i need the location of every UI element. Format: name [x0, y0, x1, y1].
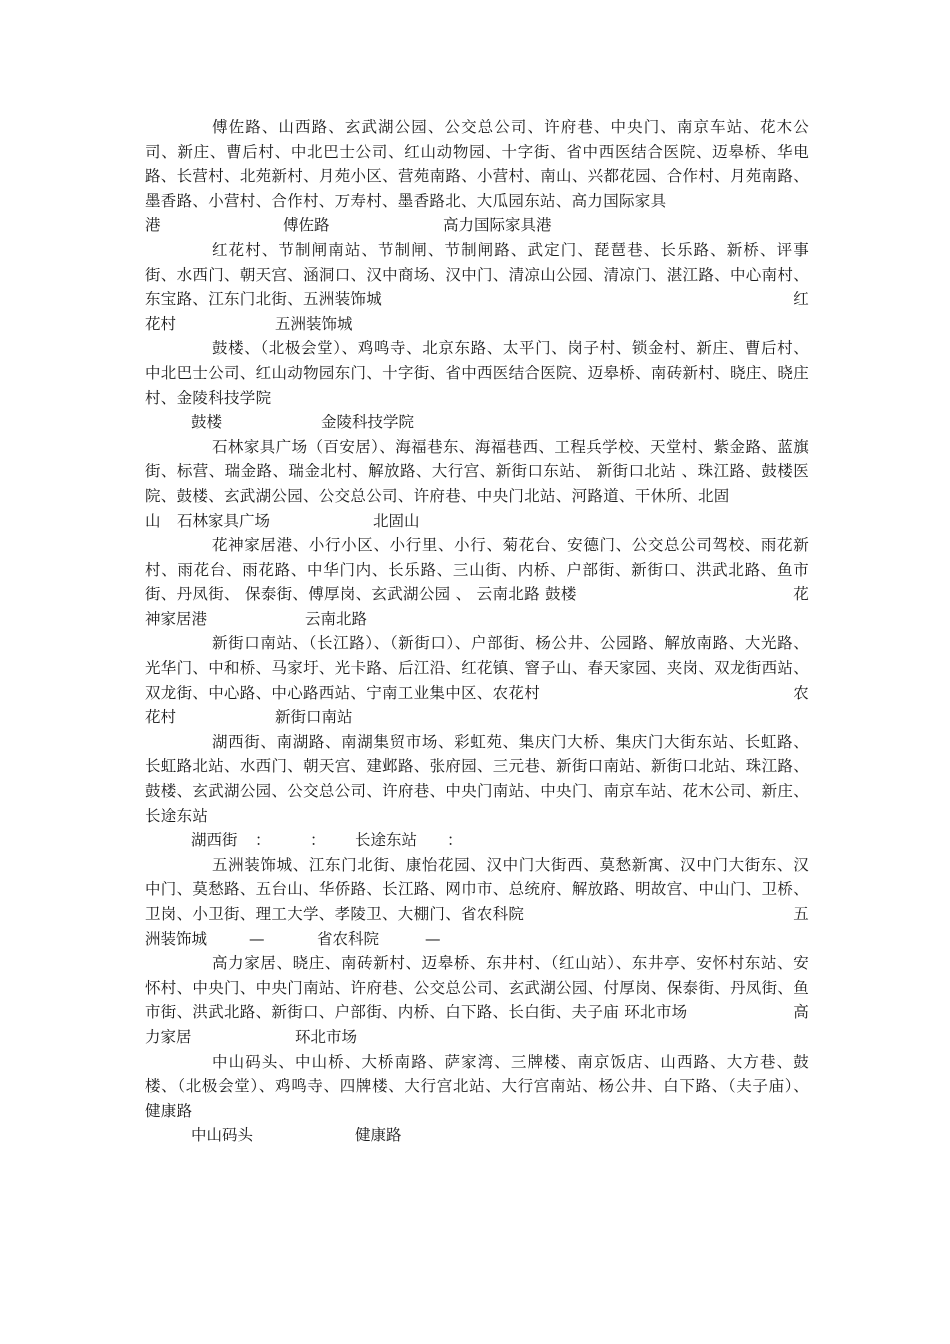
terminus-separator: ：	[310, 831, 326, 850]
route-stops-text: 高力家居、晓庄、南砖新村、迈皋桥、东井村、（红山站）、东井亭、安怀村东站、安怀村、中央门、中央门南站、许府巷、公交总公司、玄武湖公园、付厚岗、保泰街、丹凤街、鱼市街、洪武北路、新街口、户部街、内桥、白下路、长白街、夫子庙 环北市场	[145, 954, 809, 1022]
terminus-fragment: 神家居港	[145, 609, 208, 628]
terminus-fragment: 红	[793, 290, 809, 309]
terminus-fragment: 农	[793, 683, 809, 702]
route-block	[145, 1050, 809, 1148]
terminus-end: 金陵科技学院	[321, 413, 415, 432]
terminus-fragment: 花村	[145, 314, 177, 333]
terminus-fragment: 花	[793, 585, 809, 604]
terminus-start: 中山码头	[191, 1126, 254, 1145]
route-termini	[145, 410, 809, 435]
route-stops-text: 红花村、节制闸南站、节制闸、节制闸路、武定门、琵琶巷、长乐路、新桥、评事街、水西门、朝天宫、涵洞口、汉中商场、汉中门、清凉山公园、清凉门、湛江路、中心南村、东宝路、江东门北街、五洲装饰城	[145, 240, 809, 309]
terminus-start: 湖西街	[191, 831, 238, 850]
route-stops	[145, 853, 809, 927]
terminus-end: 健康路	[355, 1126, 402, 1145]
terminus-end: 长途东站	[355, 831, 418, 850]
terminus-separator: —	[249, 929, 265, 948]
route-stops	[145, 533, 809, 607]
terminus-separator: —	[425, 929, 441, 948]
terminus-fragment: 力家居	[145, 1027, 192, 1046]
route-stops	[145, 631, 809, 705]
route-stops-text: 五洲装饰城、江东门北街、康怡花园、汉中门大街西、莫愁新寓、汉中门大街东、汉中门、莫愁路、五台山、华侨路、长江路、网巾市、总统府、解放路、明故宫、中山门、卫桥、卫岗、小卫街、理工大学、孝陵卫、大棚门、省农科院	[145, 855, 809, 923]
route-stops: 傅佐路、山西路、玄武湖公园、公交总公司、许府巷、中央门、南京车站、花木公司、新庄、曹后村、中北巴士公司、红山动物园、十字街、省中西医结合医院、迈皋桥、华电路、长营村、北苑新村、月苑小区、营苑南路、小营村、南山、兴都花园、合作村、月苑南路、墨香路、小营村、合作村、万寿村、墨香路北、大瓜园东站、高力国际家具	[145, 118, 809, 210]
route-stops	[145, 238, 809, 312]
terminus-fragment: 花村	[145, 708, 177, 727]
route-termini	[145, 705, 809, 730]
terminus-fragment: 港	[145, 216, 161, 235]
route-block	[145, 435, 809, 533]
route-stops: 鼓楼、（北极会堂）、鸡鸣寺、北京东路、太平门、岗子村、锁金村、新庄、曹后村、中北巴士公司、红山动物园东门、十字街、省中西医结合医院、迈皋桥、南砖新村、晓庄、晓庄村、金陵科技学院	[145, 339, 809, 407]
route-termini	[145, 312, 809, 337]
route-block	[145, 336, 809, 434]
terminus-fragment: 洲装饰城	[145, 929, 208, 948]
route-termini	[145, 607, 809, 632]
route-block	[145, 533, 809, 631]
terminus-separator: ：	[447, 831, 463, 850]
route-block	[145, 853, 809, 951]
route-block	[145, 115, 809, 238]
terminus-start: 鼓楼	[191, 413, 223, 432]
document-body	[145, 115, 809, 1148]
route-termini	[145, 1123, 809, 1148]
route-termini	[145, 927, 809, 952]
route-stops	[145, 951, 809, 1025]
terminus-fragment: 高	[793, 1003, 809, 1022]
route-termini	[145, 828, 809, 853]
terminus-end: 新街口南站	[275, 708, 353, 727]
terminus-end: 省农科院	[317, 929, 380, 948]
terminus-start: 傅佐路	[283, 216, 330, 235]
terminus-fragment: 山	[145, 511, 161, 530]
route-stops-text: 新街口南站、（长江路）、（新街口）、户部街、杨公井、公园路、解放南路、大光路、光华门、中和桥、马家圩、光卡路、后江沿、红花镇、窨子山、春天家园、夹岗、双龙街西站、双龙街、中心路、中心路西站、宁南工业集中区、农花村	[145, 634, 809, 702]
terminus-end: 云南北路	[305, 609, 368, 628]
terminus-end: 高力国际家具港	[443, 216, 552, 235]
route-block	[145, 951, 809, 1049]
terminus-separator: ：	[255, 831, 271, 850]
route-termini	[145, 509, 809, 534]
route-block	[145, 631, 809, 729]
route-stops: 湖西街、南湖路、南湖集贸市场、彩虹苑、集庆门大桥、集庆门大街东站、长虹路、长虹路北站、水西门、朝天宫、建邺路、张府园、三元巷、新街口南站、新街口北站、珠江路、鼓楼、玄武湖公园、公交总公司、许府巷、中央门南站、中央门、南京车站、花木公司、新庄、长途东站	[145, 732, 809, 825]
terminus-fragment: 五	[793, 905, 809, 923]
terminus-start: 石林家具广场	[177, 511, 271, 530]
route-termini	[145, 1025, 809, 1050]
route-termini	[145, 213, 809, 238]
terminus-end: 北固山	[373, 511, 420, 530]
route-block	[145, 238, 809, 336]
terminus-end: 五洲装饰城	[275, 314, 353, 333]
route-block	[145, 730, 809, 853]
route-stops: 中山码头、中山桥、大桥南路、萨家湾、三牌楼、南京饭店、山西路、大方巷、鼓楼、（北极会堂）、鸡鸣寺、四牌楼、大行宫北站、大行宫南站、杨公井、白下路、（夫子庙）、健康路	[145, 1052, 809, 1120]
route-stops-text: 花神家居港、小行小区、小行里、小行、菊花台、安德门、公交总公司驾校、雨花新村、雨花台、雨花路、中华门内、长乐路、三山街、内桥、户部街、新街口、洪武北路、鱼市街、丹凤街、 保泰街、傅厚岗、玄武湖公园 、 云南北路 鼓楼	[145, 536, 809, 604]
terminus-end: 环北市场	[295, 1027, 358, 1046]
route-stops: 石林家具广场（百安居）、海福巷东、海福巷西、工程兵学校、天堂村、紫金路、蓝旗街、标营、瑞金路、瑞金北村、解放路、大行宫、新街口东站、 新街口北站 、珠江路、鼓楼医院、鼓楼、玄武湖公园、公交总公司、许府巷、中央门北站、河路道、干休所、北固	[145, 437, 809, 505]
